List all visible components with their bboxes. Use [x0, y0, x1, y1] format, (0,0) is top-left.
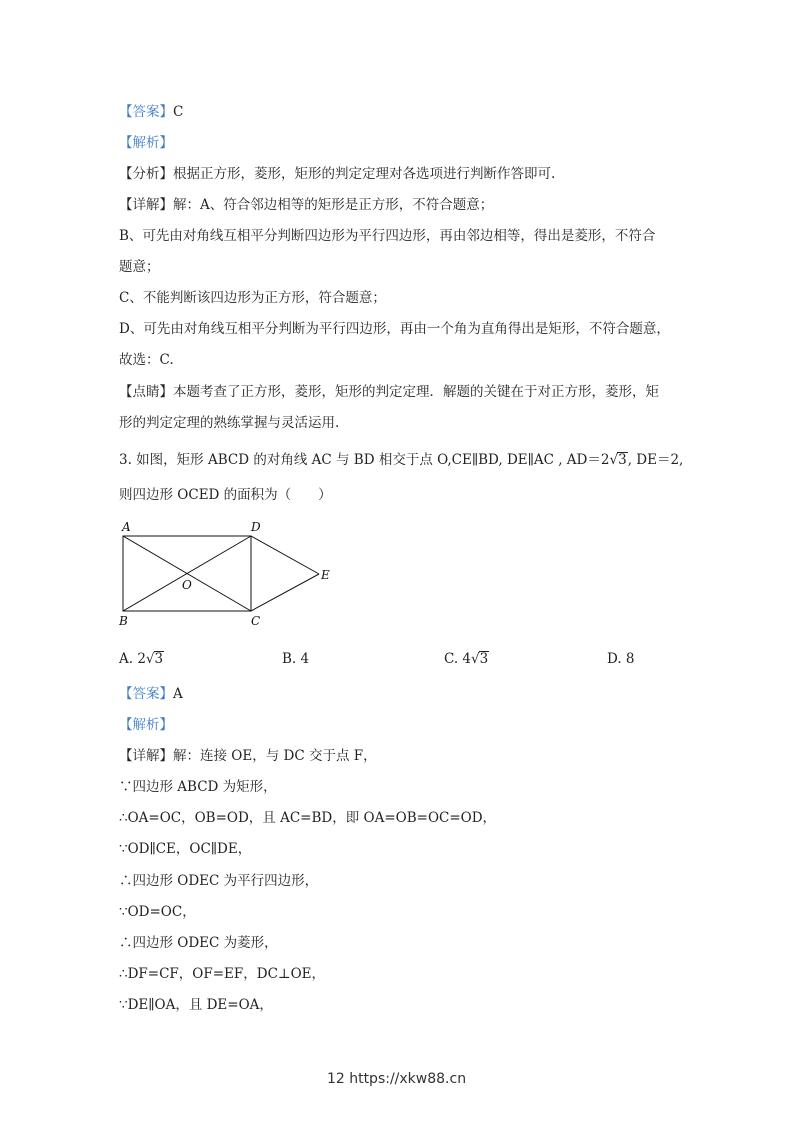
- q2-line-b2: 题意；: [119, 259, 160, 275]
- q2-line-b1: B、可先由对角线互相平分判断四边形为平行四边形，再由邻边相等，得出是菱形，不符合: [119, 228, 656, 244]
- geometry-figure: [110, 515, 340, 630]
- analysis-tag: 【解析】: [119, 135, 173, 151]
- q3-analysis-tag: 【解析】: [119, 717, 173, 733]
- answer-value: C: [173, 104, 184, 120]
- q2-dianjing-line: [119, 383, 659, 401]
- q3-xiangjie-tag: 【详解】: [119, 748, 173, 764]
- option-a-label: A. 2: [119, 651, 146, 667]
- option-d: D. 8: [607, 651, 635, 667]
- q2-line-choose: 故选：C.: [119, 352, 174, 368]
- label-c: C: [251, 614, 261, 628]
- q3-stem-line2: 则四边形 OCED 的面积为（ ）: [119, 487, 332, 503]
- label-b: B: [119, 614, 128, 628]
- q3-sol-line4: ∵OD∥CE，OC∥DE，: [119, 841, 252, 857]
- dianjing-text: 本题考查了正方形，菱形，矩形的判定定理．解题的关键在于对正方形，菱形，矩: [173, 384, 659, 400]
- q3-sol1: 解：连接 OE，与 DC 交于点 F，: [173, 748, 377, 764]
- q3-sol-line3: ∴OA=OC，OB=OD，且 AC=BD，即 OA=OB=OC=OD，: [119, 810, 497, 826]
- dianjing-tag: 【点睛】: [119, 384, 173, 400]
- page-footer: 12 https://xkw88.cn: [326, 1071, 467, 1087]
- q3-sol-line8: ∴DF=CF，OF=EF，DC⊥OE，: [119, 966, 326, 982]
- fenxi-tag: 【分析】: [119, 166, 173, 182]
- fenxi-text: 根据正方形，菱形，矩形的判定定理对各选项进行判断作答即可.: [173, 166, 556, 182]
- label-o: O: [182, 578, 192, 592]
- xiangjie-text: 解：A、符合邻边相等的矩形是正方形，不符合题意；: [173, 197, 494, 213]
- option-c-label: C. 4: [444, 651, 472, 667]
- q3-stem-part1: 3. 如图，矩形 ABCD 的对角线 AC 与 BD 相交于点 O,CE∥BD, DE∥AC , AD＝2: [119, 452, 610, 468]
- option-c: C. 4√3: [444, 651, 489, 667]
- q3-sol-line1: [119, 747, 377, 765]
- option-b: B. 4: [282, 651, 310, 667]
- q3-sol-line6: ∵OD=OC，: [119, 904, 196, 920]
- q3-stem-line1: [119, 451, 683, 469]
- q2-line-c: C、不能判断该四边形为正方形，符合题意；: [119, 290, 386, 306]
- segment-de: [251, 536, 319, 574]
- label-e: E: [321, 568, 330, 582]
- q3-sol-line7: ∴四边形 ODEC 为菱形，: [119, 935, 278, 951]
- q2-line-d: D、可先由对角线互相平分判断为平行四边形，再由一个角为直角得出是矩形，不符合题意，: [119, 321, 670, 337]
- q3-analysis-line: [119, 716, 173, 734]
- q2-fenxi-line: [119, 165, 555, 183]
- option-c-radicand: 3: [479, 651, 489, 667]
- q3-sol-line2: ∵四边形 ABCD 为矩形，: [119, 779, 277, 795]
- q3-answer-tag: 【答案】: [119, 686, 173, 702]
- xiangjie-tag: 【详解】: [119, 197, 173, 213]
- q3-sol-line9: ∵DE∥OA，且 DE=OA，: [119, 997, 273, 1013]
- q2-xiangjie-line: [119, 196, 493, 214]
- sqrt-radicand: 3: [618, 452, 627, 468]
- q2-dianjing-line2: 形的判定定理的熟练掌握与灵活运用.: [119, 415, 340, 431]
- q2-analysis-line: [119, 134, 173, 152]
- q2-answer-line: [119, 103, 183, 121]
- q3-stem-part2: , DE＝2,: [627, 452, 684, 468]
- q3-sol-line5: ∴四边形 ODEC 为平行四边形，: [119, 873, 319, 889]
- label-d: D: [251, 520, 261, 534]
- answer-tag: 【答案】: [119, 104, 173, 120]
- q3-answer-line: [119, 685, 183, 703]
- option-a-radicand: 3: [154, 651, 164, 667]
- option-a: A. 2√3: [119, 651, 164, 667]
- label-a: A: [122, 520, 131, 534]
- segment-ce: [251, 574, 319, 611]
- q3-answer-value: A: [173, 686, 183, 702]
- sqrt-symbol: √3: [609, 452, 627, 468]
